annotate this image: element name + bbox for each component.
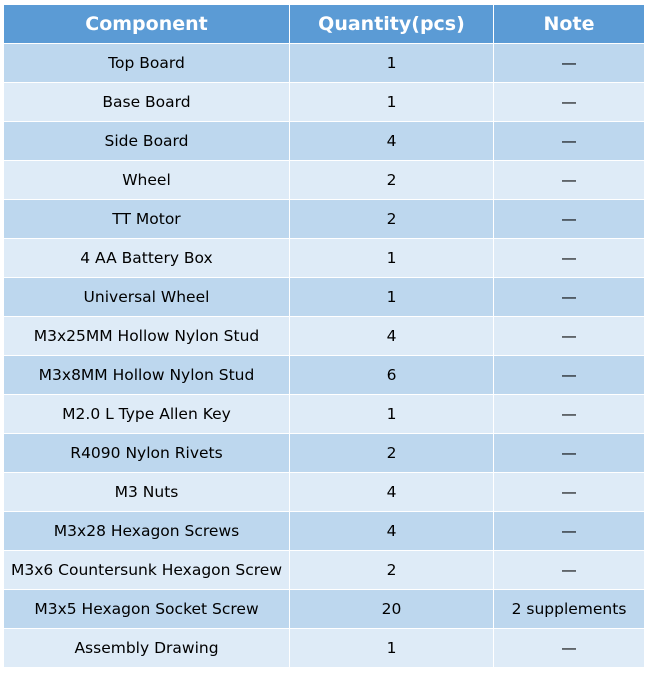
component-cell: Side Board [4, 122, 290, 161]
note-cell: — [494, 512, 645, 551]
table-row [4, 395, 645, 434]
table-row [4, 239, 645, 278]
note-cell: — [494, 44, 645, 83]
table-row [4, 551, 645, 590]
note-cell: — [494, 278, 645, 317]
note-cell: — [494, 83, 645, 122]
component-cell: Universal Wheel [4, 278, 290, 317]
table-row [4, 473, 645, 512]
note-cell: — [494, 629, 645, 668]
component-cell: M2.0 L Type Allen Key [4, 395, 290, 434]
quantity-cell: 6 [290, 356, 494, 395]
quantity-cell: 2 [290, 551, 494, 590]
table-row [4, 161, 645, 200]
component-cell: M3x25MM Hollow Nylon Stud [4, 317, 290, 356]
component-cell: M3x8MM Hollow Nylon Stud [4, 356, 290, 395]
table-row [4, 83, 645, 122]
table-row [4, 122, 645, 161]
quantity-cell: 20 [290, 590, 494, 629]
note-cell: 2 supplements [494, 590, 645, 629]
note-cell: — [494, 434, 645, 473]
table-row [4, 44, 645, 83]
note-cell: — [494, 551, 645, 590]
component-cell: 4 AA Battery Box [4, 239, 290, 278]
note-cell: — [494, 473, 645, 512]
quantity-cell: 2 [290, 200, 494, 239]
quantity-cell: 4 [290, 122, 494, 161]
component-cell: M3 Nuts [4, 473, 290, 512]
note-cell: — [494, 395, 645, 434]
table-row [4, 512, 645, 551]
component-cell: Top Board [4, 44, 290, 83]
quantity-cell: 1 [290, 395, 494, 434]
component-cell: M3x5 Hexagon Socket Screw [4, 590, 290, 629]
table-row [4, 590, 645, 629]
table-row [4, 434, 645, 473]
header-row [4, 5, 645, 44]
header-component: Component [4, 5, 290, 44]
table-row [4, 200, 645, 239]
quantity-cell: 1 [290, 629, 494, 668]
quantity-cell: 1 [290, 278, 494, 317]
table-row [4, 356, 645, 395]
table-body [4, 44, 645, 668]
quantity-cell: 4 [290, 473, 494, 512]
note-cell: — [494, 317, 645, 356]
table-row [4, 629, 645, 668]
quantity-cell: 2 [290, 161, 494, 200]
component-cell: R4090 Nylon Rivets [4, 434, 290, 473]
quantity-cell: 4 [290, 512, 494, 551]
component-cell: Assembly Drawing [4, 629, 290, 668]
quantity-cell: 1 [290, 239, 494, 278]
note-cell: — [494, 200, 645, 239]
components-table [3, 4, 645, 668]
note-cell: — [494, 161, 645, 200]
quantity-cell: 1 [290, 44, 494, 83]
component-cell: M3x28 Hexagon Screws [4, 512, 290, 551]
component-cell: Base Board [4, 83, 290, 122]
table-row [4, 278, 645, 317]
note-cell: — [494, 356, 645, 395]
note-cell: — [494, 122, 645, 161]
header-note: Note [494, 5, 645, 44]
table-row [4, 317, 645, 356]
component-cell: M3x6 Countersunk Hexagon Screw [4, 551, 290, 590]
quantity-cell: 4 [290, 317, 494, 356]
quantity-cell: 1 [290, 83, 494, 122]
component-cell: Wheel [4, 161, 290, 200]
note-cell: — [494, 239, 645, 278]
quantity-cell: 2 [290, 434, 494, 473]
header-quantity: Quantity(pcs) [290, 5, 494, 44]
component-cell: TT Motor [4, 200, 290, 239]
